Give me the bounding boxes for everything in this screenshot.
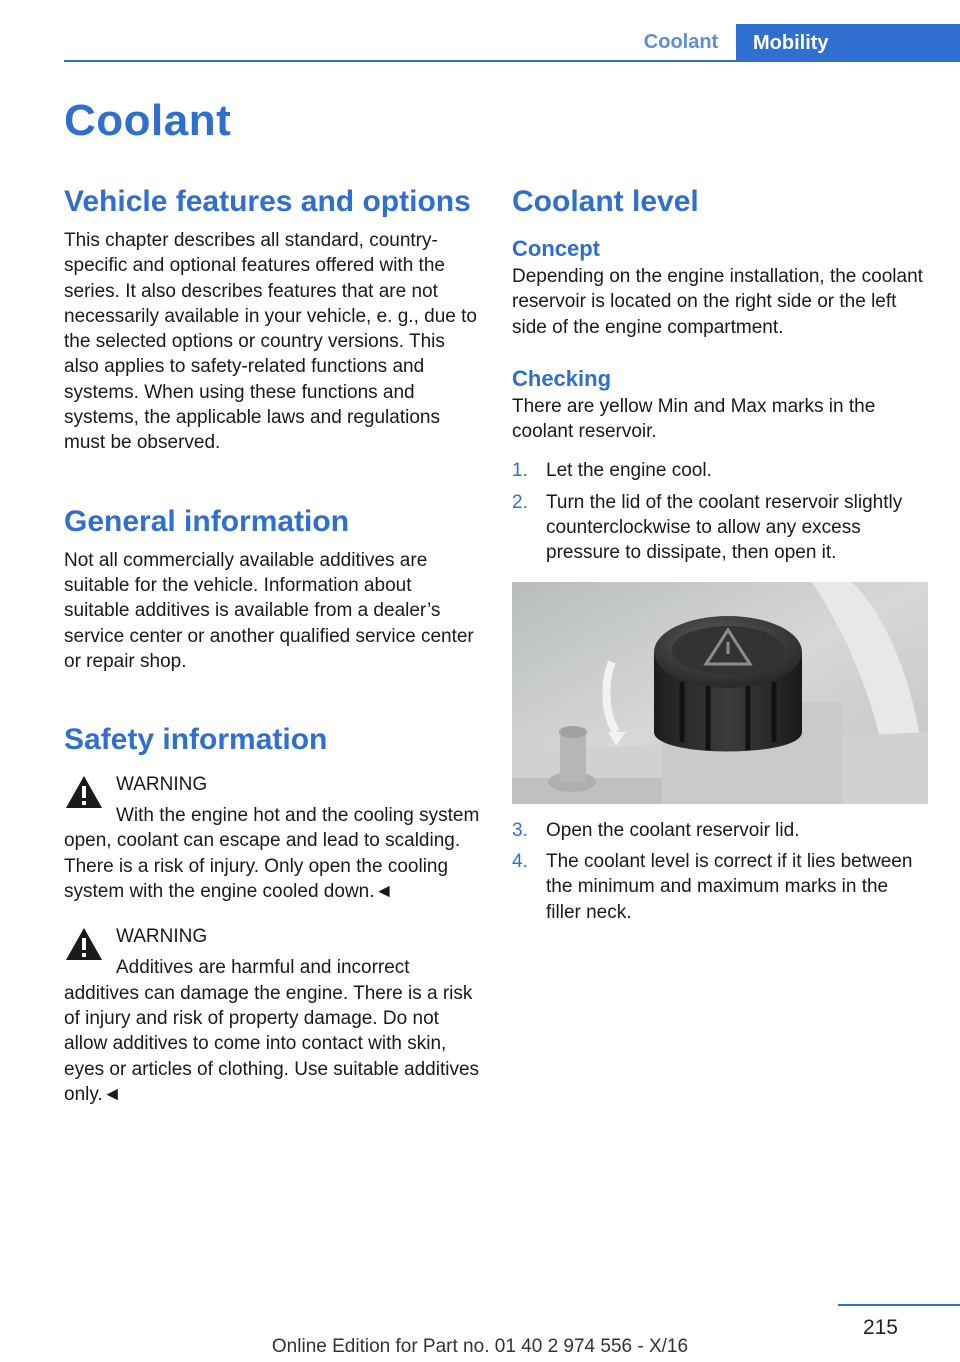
checking-steps-list-continued (512, 818, 928, 925)
footer-rule (838, 1304, 960, 1306)
vehicle-features-heading: Vehicle features and options (64, 185, 471, 218)
left-column (64, 180, 482, 1107)
coolant-reservoir-cap-image (512, 582, 928, 804)
list-item: 2. Turn the lid of the coolant reservoir slightly counterclockwise to allow any excess pressure to dissipate, then open it. (512, 491, 903, 564)
general-information-text: Not all commercially available additives are suitable for the vehicle. Information about suitable additives is available from a dealer’s service center or another qualified service center or repair shop. (64, 549, 474, 672)
coolant-level-heading: Coolant level (512, 185, 699, 218)
vehicle-features-section (64, 180, 482, 456)
warning-text: With the engine hot and the cooling system open, coolant can escape and lead to scalding. There is a risk of injury. Only open the cooling system with the engine cooled down.◄ (64, 805, 480, 903)
general-information-heading: General information (64, 504, 350, 538)
warning-hot-engine (64, 772, 482, 904)
warning-additives (64, 924, 482, 1107)
warning-text: Additives are harmful and incorrect additives can damage the engine. There is a risk of injury and risk of property damage. Do not allow additives to come into contact with skin, eyes or articles of clothing. Use suitable additives only.◄ (64, 957, 480, 1105)
page-number: 215 (862, 1316, 898, 1339)
concept-heading: Concept (512, 236, 600, 261)
warning-label: WARNING (116, 926, 208, 948)
vehicle-features-text: This chapter describes all standard, country-specific and optional features offered with the series. It also describes features that are not necessarily available in your vehicle, e. g., due to the selected options or country versions. This also applies to safety-related functions and systems. When using these functions and systems, the applicable laws and regulations must be observed. (64, 230, 477, 454)
tab-coolant[interactable]: Coolant (643, 30, 719, 53)
warning-triangle-icon (64, 774, 104, 810)
chapter-title: Coolant (64, 96, 232, 145)
edition-footer: Online Edition for Part no. 01 40 2 974 556 - X/16 (271, 1336, 689, 1357)
list-item: 4. The coolant level is correct if it lies between the minimum and maximum marks in the filler neck. (512, 850, 913, 923)
right-column (512, 180, 928, 931)
concept-text: Depending on the engine installation, the coolant reservoir is located on the right side or the left side of the engine compartment. (512, 266, 923, 338)
safety-information-section (64, 718, 482, 1107)
tab-mobility[interactable]: Mobility (736, 24, 960, 62)
safety-information-heading: Safety information (64, 723, 328, 757)
checking-steps-list (512, 458, 928, 565)
list-item: 1. Let the engine cool. (512, 460, 712, 482)
general-information-section (64, 500, 482, 674)
list-item: 3. Open the coolant reservoir lid. (512, 819, 800, 841)
warning-label: WARNING (116, 774, 208, 796)
checking-heading: Checking (512, 365, 612, 391)
warning-triangle-icon (64, 926, 104, 962)
checking-text: There are yellow Min and Max marks in the coolant reservoir. (512, 395, 876, 443)
